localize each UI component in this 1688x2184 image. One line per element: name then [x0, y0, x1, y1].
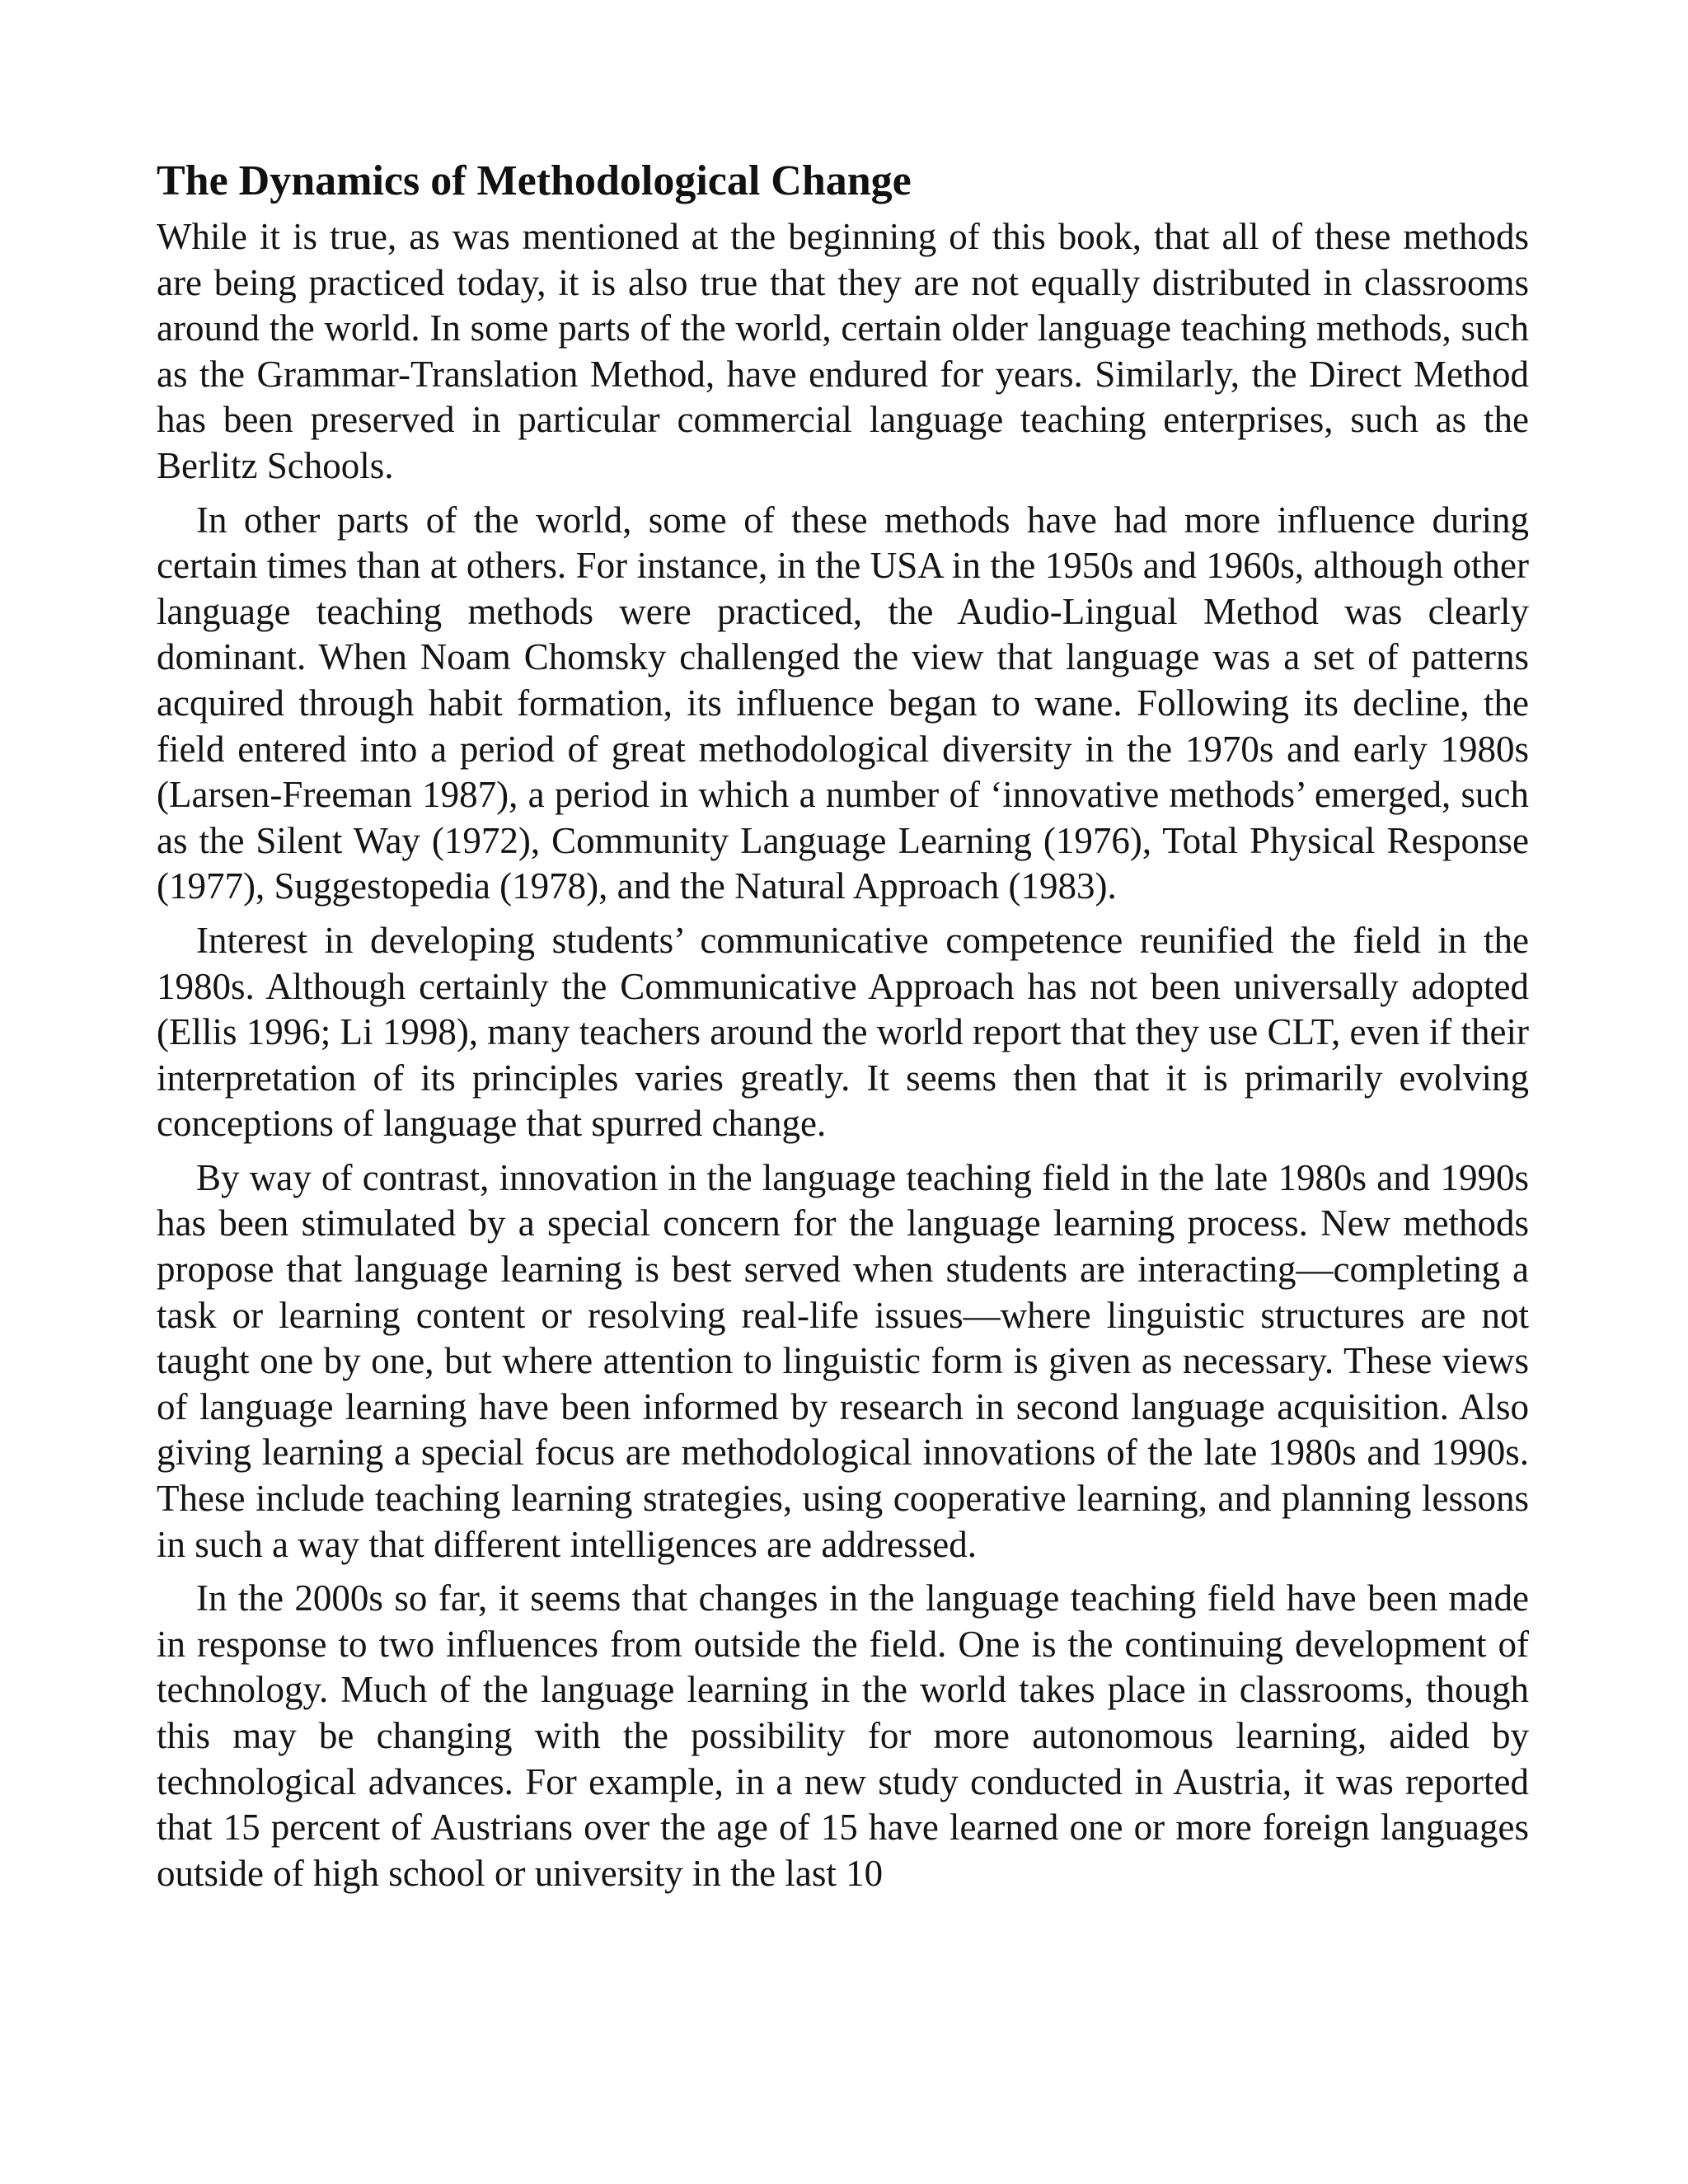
paragraph-1: While it is true, as was mentioned at the beginning of this book, that all of these methods are being practiced today, it is also true that they are not equally distributed in classrooms around the world. In some parts of the world, certain older language teaching methods, such as the Grammar-Translation Method, have endured for years. Similarly, the Direct Method has been preserved in particular commercial language teaching enterprises, such as the Berlitz Schools.	[157, 216, 1529, 486]
paragraph-2: In other parts of the world, some of these methods have had more influence during certain times than at others. For instance, in the USA in the 1950s and 1960s, although other language teaching methods were practiced, the Audio-Lingual Method was clearly dominant. When Noam Chomsky challenged the view that language was a set of patterns acquired through habit formation, its influence began to wane. Following its decline, the field entered into a period of great methodological diversity in the 1970s and early 1980s (Larsen-Freeman 1987), a period in which a number of ‘innovative methods’ emerged, such as the Silent Way (1972), Community Language Learning (1976), Total Physical Response (1977), Suggestopedia (1978), and the Natural Approach (1983).	[157, 499, 1529, 907]
paragraph-4: By way of contrast, innovation in the language teaching field in the late 1980s and 1990s has been stimulated by a special concern for the language learning process. New methods propose that language learning is best served when students are interacting—completing a task or learning content or resolving real-life issues—where linguistic structures are not taught one by one, but where attention to linguistic form is given as necessary. These views of language learning have been informed by research in second language acquisition. Also giving learning a special focus are methodological innovations of the late 1980s and 1990s. These include teaching learning strategies, using cooperative learning, and planning lessons in such a way that different intelligences are addressed.	[157, 1156, 1529, 1565]
paragraph-5: In the 2000s so far, it seems that changes in the language teaching field have been made in response to two influences from outside the field. One is the continuing development of technology. Much of the language learning in the world takes place in classrooms, though this may be changing with the possibility for more autonomous learning, aided by technological advances. For example, in a new study conducted in Austria, it was reported that 15 percent of Austrians over the age of 15 have learned one or more foreign languages outside of high school or university in the last 10	[157, 1577, 1529, 1894]
page-body	[157, 157, 1529, 1896]
section-heading: The Dynamics of Methodological Change	[157, 157, 912, 204]
paragraph-3: Interest in developing students’ communicative competence reunified the field in the 1980s. Although certainly the Communicative Approach has not been universally adopted (Ellis 1996; Li 1998), many teachers around the world report that they use CLT, even if their interpretation of its principles varies greatly. It seems then that it is primarily evolving conceptions of language that spurred change.	[157, 919, 1529, 1145]
